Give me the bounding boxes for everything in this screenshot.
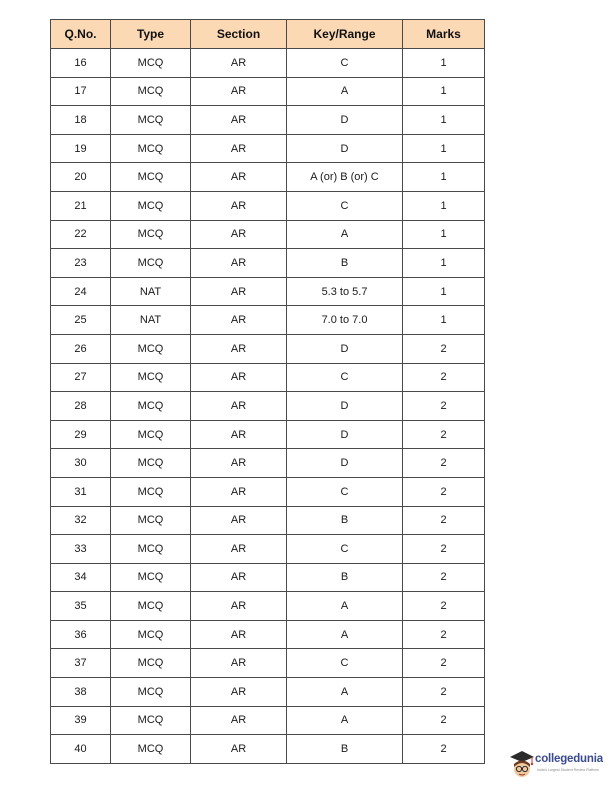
cell-type: MCQ <box>111 249 191 278</box>
table-row <box>51 477 485 506</box>
table-row <box>51 77 485 106</box>
table-row <box>51 106 485 135</box>
cell-qno: 23 <box>51 249 111 278</box>
cell-marks: 2 <box>403 563 485 592</box>
cell-qno: 20 <box>51 163 111 192</box>
cell-qno: 21 <box>51 191 111 220</box>
table-row <box>51 306 485 335</box>
cell-marks: 1 <box>403 191 485 220</box>
cell-marks: 1 <box>403 77 485 106</box>
cell-qno: 26 <box>51 334 111 363</box>
cell-qno: 27 <box>51 363 111 392</box>
cell-marks: 2 <box>403 592 485 621</box>
cell-qno: 32 <box>51 506 111 535</box>
cell-key-range: B <box>287 249 403 278</box>
cell-section: AR <box>191 191 287 220</box>
cell-type: MCQ <box>111 106 191 135</box>
cell-type: MCQ <box>111 535 191 564</box>
cell-key-range: D <box>287 334 403 363</box>
cell-section: AR <box>191 420 287 449</box>
cell-section: AR <box>191 306 287 335</box>
cell-key-range: A <box>287 678 403 707</box>
cell-qno: 19 <box>51 134 111 163</box>
cell-key-range: D <box>287 420 403 449</box>
cell-qno: 39 <box>51 706 111 735</box>
cell-section: AR <box>191 735 287 764</box>
table-row <box>51 392 485 421</box>
cell-marks: 2 <box>403 477 485 506</box>
cell-marks: 1 <box>403 49 485 78</box>
cell-section: AR <box>191 249 287 278</box>
cell-section: AR <box>191 706 287 735</box>
cell-type: MCQ <box>111 506 191 535</box>
table-row <box>51 49 485 78</box>
cell-marks: 2 <box>403 535 485 564</box>
cell-type: MCQ <box>111 363 191 392</box>
table-row <box>51 649 485 678</box>
cell-section: AR <box>191 334 287 363</box>
cell-section: AR <box>191 649 287 678</box>
cell-key-range: B <box>287 506 403 535</box>
cell-key-range: C <box>287 649 403 678</box>
cell-marks: 2 <box>403 620 485 649</box>
cell-type: MCQ <box>111 563 191 592</box>
table-row <box>51 277 485 306</box>
cell-qno: 33 <box>51 535 111 564</box>
cell-section: AR <box>191 77 287 106</box>
cell-key-range: D <box>287 106 403 135</box>
cell-qno: 34 <box>51 563 111 592</box>
cell-section: AR <box>191 620 287 649</box>
brand-name: collegedunia <box>535 753 603 765</box>
cell-section: AR <box>191 563 287 592</box>
cell-type: MCQ <box>111 735 191 764</box>
cell-type: MCQ <box>111 191 191 220</box>
cell-qno: 37 <box>51 649 111 678</box>
cell-type: MCQ <box>111 706 191 735</box>
cell-qno: 29 <box>51 420 111 449</box>
table-row <box>51 449 485 478</box>
header-section: Section <box>191 20 287 49</box>
table-row <box>51 334 485 363</box>
cell-key-range: C <box>287 49 403 78</box>
header-row <box>51 20 485 49</box>
cell-qno: 31 <box>51 477 111 506</box>
cell-qno: 35 <box>51 592 111 621</box>
cell-key-range: B <box>287 735 403 764</box>
cell-section: AR <box>191 134 287 163</box>
cell-section: AR <box>191 106 287 135</box>
cell-marks: 1 <box>403 306 485 335</box>
cell-key-range: D <box>287 134 403 163</box>
cell-marks: 2 <box>403 363 485 392</box>
cell-key-range: D <box>287 392 403 421</box>
cell-type: MCQ <box>111 592 191 621</box>
cell-type: NAT <box>111 277 191 306</box>
cell-qno: 38 <box>51 678 111 707</box>
cell-key-range: C <box>287 363 403 392</box>
table-row <box>51 420 485 449</box>
table-row <box>51 620 485 649</box>
cell-type: MCQ <box>111 649 191 678</box>
cell-qno: 16 <box>51 49 111 78</box>
table-row <box>51 163 485 192</box>
cell-section: AR <box>191 49 287 78</box>
header-qno: Q.No. <box>51 20 111 49</box>
table-row <box>51 506 485 535</box>
cell-type: MCQ <box>111 620 191 649</box>
cell-section: AR <box>191 535 287 564</box>
cell-marks: 1 <box>403 163 485 192</box>
cell-marks: 2 <box>403 735 485 764</box>
cell-section: AR <box>191 506 287 535</box>
cell-marks: 1 <box>403 249 485 278</box>
cell-type: MCQ <box>111 392 191 421</box>
cell-qno: 18 <box>51 106 111 135</box>
cell-qno: 25 <box>51 306 111 335</box>
cell-key-range: 5.3 to 5.7 <box>287 277 403 306</box>
cell-key-range: C <box>287 477 403 506</box>
table-row <box>51 220 485 249</box>
cell-marks: 2 <box>403 649 485 678</box>
cell-key-range: 7.0 to 7.0 <box>287 306 403 335</box>
cell-type: MCQ <box>111 134 191 163</box>
cell-section: AR <box>191 392 287 421</box>
cell-section: AR <box>191 220 287 249</box>
cell-key-range: A <box>287 620 403 649</box>
cell-marks: 2 <box>403 506 485 535</box>
cell-qno: 28 <box>51 392 111 421</box>
cell-section: AR <box>191 449 287 478</box>
cell-marks: 2 <box>403 420 485 449</box>
cell-key-range: A <box>287 592 403 621</box>
table-row <box>51 735 485 764</box>
cell-marks: 1 <box>403 106 485 135</box>
cell-section: AR <box>191 592 287 621</box>
cell-section: AR <box>191 477 287 506</box>
collegedunia-watermark <box>508 748 608 782</box>
cell-marks: 1 <box>403 134 485 163</box>
table-row <box>51 535 485 564</box>
cell-section: AR <box>191 163 287 192</box>
table-body <box>51 49 485 764</box>
table-header <box>51 20 485 49</box>
cell-key-range: A <box>287 77 403 106</box>
cell-marks: 2 <box>403 678 485 707</box>
cell-qno: 30 <box>51 449 111 478</box>
cell-key-range: A (or) B (or) C <box>287 163 403 192</box>
cell-section: AR <box>191 363 287 392</box>
answer-key-table <box>50 19 485 764</box>
cell-type: MCQ <box>111 449 191 478</box>
graduate-mascot-icon <box>508 748 536 782</box>
header-marks: Marks <box>403 20 485 49</box>
header-key-range: Key/Range <box>287 20 403 49</box>
cell-key-range: C <box>287 191 403 220</box>
table-row <box>51 563 485 592</box>
cell-key-range: D <box>287 449 403 478</box>
cell-type: MCQ <box>111 678 191 707</box>
cell-marks: 1 <box>403 220 485 249</box>
cell-type: MCQ <box>111 420 191 449</box>
cell-qno: 40 <box>51 735 111 764</box>
cell-marks: 2 <box>403 449 485 478</box>
cell-section: AR <box>191 678 287 707</box>
cell-qno: 36 <box>51 620 111 649</box>
cell-type: NAT <box>111 306 191 335</box>
table-row <box>51 363 485 392</box>
table-row <box>51 706 485 735</box>
cell-marks: 1 <box>403 277 485 306</box>
cell-key-range: C <box>287 535 403 564</box>
cell-type: MCQ <box>111 163 191 192</box>
table-row <box>51 134 485 163</box>
cell-type: MCQ <box>111 334 191 363</box>
cell-key-range: A <box>287 220 403 249</box>
brand-tagline: India's Largest Student Review Platform <box>537 768 600 772</box>
cell-type: MCQ <box>111 477 191 506</box>
cell-type: MCQ <box>111 49 191 78</box>
cell-key-range: A <box>287 706 403 735</box>
cell-marks: 2 <box>403 706 485 735</box>
table-row <box>51 191 485 220</box>
header-type: Type <box>111 20 191 49</box>
cell-marks: 2 <box>403 392 485 421</box>
cell-type: MCQ <box>111 77 191 106</box>
cell-marks: 2 <box>403 334 485 363</box>
table-row <box>51 249 485 278</box>
cell-qno: 24 <box>51 277 111 306</box>
cell-qno: 17 <box>51 77 111 106</box>
table-row <box>51 592 485 621</box>
cell-type: MCQ <box>111 220 191 249</box>
cell-qno: 22 <box>51 220 111 249</box>
cell-section: AR <box>191 277 287 306</box>
cell-key-range: B <box>287 563 403 592</box>
table-row <box>51 678 485 707</box>
